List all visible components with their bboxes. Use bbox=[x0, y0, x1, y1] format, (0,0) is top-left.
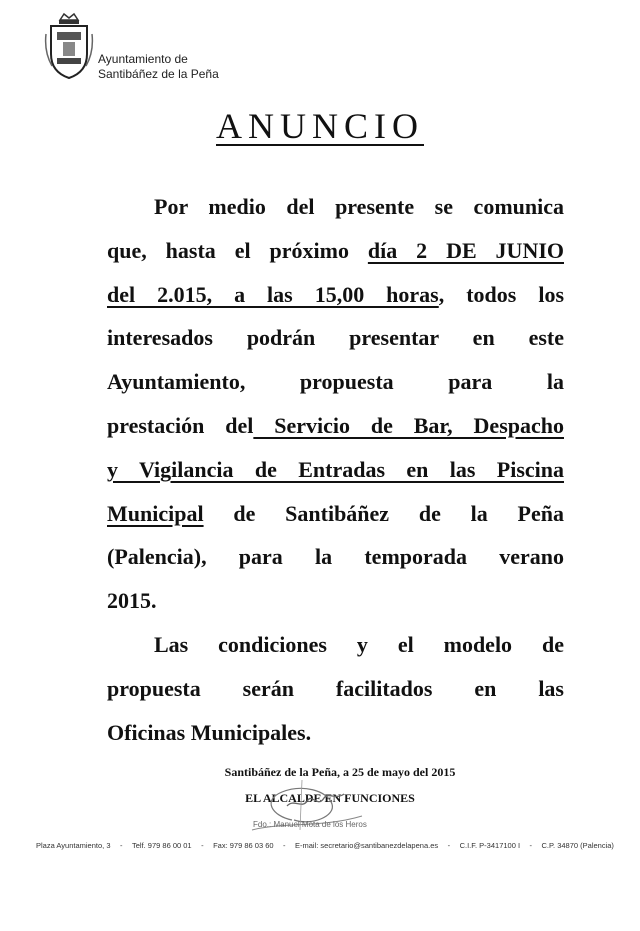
body-text: 2015. bbox=[107, 588, 157, 614]
signatory-name: Fdo.: Manuel Mota de los Heros bbox=[253, 820, 367, 829]
municipal-crest-icon bbox=[44, 12, 94, 82]
service-name: y Vigilancia de Entradas en las Piscina bbox=[107, 456, 564, 482]
footer-contact bbox=[36, 841, 614, 850]
body-line bbox=[107, 185, 564, 229]
signoff-role: EL ALCALDE EN FUNCIONES bbox=[245, 791, 415, 805]
body-line bbox=[107, 667, 564, 711]
org-line-1: Ayuntamiento de bbox=[98, 52, 188, 66]
org-line-2: Santibáñez de la Peña bbox=[98, 67, 219, 81]
page-title bbox=[0, 105, 640, 147]
body-line bbox=[107, 535, 564, 579]
body-text: Por medio del presente se comunica bbox=[154, 194, 564, 219]
footer-email: E-mail: secretario@santibanezdelapena.es bbox=[295, 841, 439, 850]
body-line bbox=[107, 229, 564, 273]
body-line bbox=[107, 404, 564, 448]
footer-cif: C.I.F. P-3417100 I bbox=[459, 841, 521, 850]
footer-fax: Fax: 979 86 03 60 bbox=[213, 841, 274, 850]
footer-tel: Telf. 979 86 00 01 bbox=[131, 841, 192, 850]
body-text: que, hasta el próximo bbox=[107, 237, 368, 263]
service-name: Servicio de Bar, Despacho bbox=[253, 412, 564, 438]
footer-sep: - bbox=[447, 841, 451, 850]
body-line bbox=[107, 360, 564, 404]
body-line bbox=[107, 623, 564, 667]
signature-icon bbox=[232, 770, 382, 842]
body-line bbox=[107, 711, 564, 755]
announcement-body bbox=[107, 185, 564, 754]
deadline-date: día 2 DE JUNIO bbox=[367, 237, 564, 263]
footer-address: Plaza Ayuntamiento, 3 bbox=[36, 841, 111, 850]
body-line bbox=[107, 273, 564, 317]
body-text: Las condiciones y el modelo de bbox=[154, 631, 564, 657]
body-line bbox=[107, 492, 564, 536]
letterhead bbox=[44, 12, 344, 84]
body-text: interesados podrán presentar en este bbox=[107, 325, 564, 351]
body-text: Ayuntamiento, propuesta para la bbox=[107, 369, 564, 395]
body-text: prestación del bbox=[107, 412, 254, 438]
footer-sep: - bbox=[201, 841, 204, 850]
body-text: , todos los bbox=[438, 281, 565, 307]
body-line bbox=[107, 448, 564, 492]
signoff-date: Santibáñez de la Peña, a 25 de mayo del 2015 bbox=[224, 765, 456, 779]
footer-sep: - bbox=[283, 841, 286, 850]
footer-sep: - bbox=[119, 841, 123, 850]
deadline-time: del 2.015, a las 15,00 horas bbox=[107, 281, 439, 307]
body-text: de Santibáñez de la Peña bbox=[203, 500, 564, 526]
org-name bbox=[98, 52, 219, 82]
footer-sep: - bbox=[529, 841, 533, 850]
footer-cp: C.P. 34870 (Palencia) bbox=[541, 841, 614, 850]
body-line bbox=[107, 579, 564, 623]
title-text: ANUNCIO bbox=[216, 106, 424, 146]
service-name: Municipal bbox=[107, 500, 204, 526]
body-text: (Palencia), para la temporada verano bbox=[107, 544, 564, 570]
body-line bbox=[107, 316, 564, 360]
body-text: propuesta serán facilitados en las bbox=[107, 675, 564, 701]
body-text: Oficinas Municipales. bbox=[107, 719, 312, 745]
